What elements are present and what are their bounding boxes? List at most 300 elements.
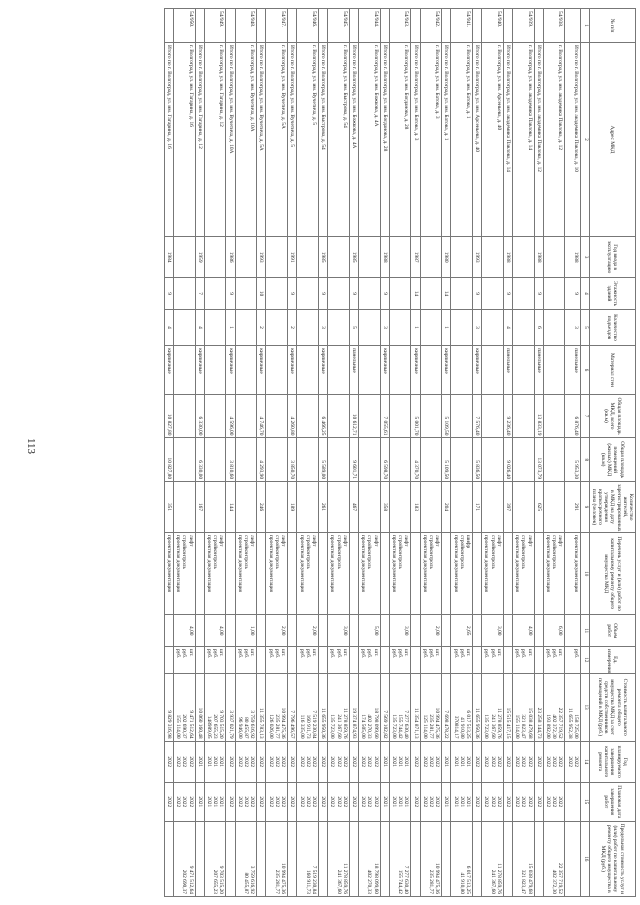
date-plan-cell-line: 2021 [218,796,225,808]
works-cell [204,533,226,615]
year-plan-cell-line: 2021 [452,756,459,768]
cost-cell-line: 11 355 783,13 [258,707,265,739]
address-cell: Итого по г. Волгоград, ул. им. Вучетича, д. 5 [288,42,297,236]
entrances-cell: 4 [195,309,204,345]
date-plan-cell [380,782,389,821]
cost-cell [451,673,473,741]
area-living-cell: 9 601,71 [349,438,358,482]
volume-cell: 1,00 [235,615,257,647]
cost-cell-line: 155 114,00 [514,714,521,739]
limit-cell-line: 15 038 479,68 [526,863,533,894]
limit-cell-line: 155 744,42 [397,869,404,894]
column-header: Ед. измерения [589,647,635,674]
column-header: Количество подъездов [589,309,635,345]
unit-cell-line: руб. [427,649,434,659]
residents-cell: 246 [257,482,266,533]
unit-cell-line: руб. [181,649,188,659]
cost-cell-line: 10 994 475,36 [280,707,287,739]
cost-cell-line: 7 698 478,22 [443,710,450,739]
table-row [565,9,580,897]
year-plan-cell-line: 2022 [249,756,256,768]
unit-cell [451,647,473,674]
entrances-cell [328,309,350,345]
table-row [451,9,473,897]
year-plan-cell-line: 2021 [464,756,471,768]
cost-cell [266,673,288,741]
material-cell: кирпичные [411,346,420,395]
date-plan-cell [349,782,358,821]
volume-cell: 4,00 [204,615,226,647]
date-plan-cell [204,782,226,821]
date-plan-cell-line: 2022 [273,796,280,808]
cost-cell [318,673,327,741]
row-number [534,9,543,43]
row-number [349,9,358,43]
cost-cell [235,673,257,741]
year-plan-cell-line: 2022 [572,756,579,768]
volume-cell [380,615,389,647]
date-plan-cell [266,782,288,821]
table-body [164,9,580,897]
residents-cell: 183 [411,482,420,533]
entrances-cell [389,309,411,345]
area-total-cell [543,394,565,438]
year-cell: 1959 [195,237,204,278]
area-total-cell: 13 833,19 [534,394,543,438]
column-header: Год ввода в эксплуатацию [589,237,635,278]
cost-cell [503,673,512,741]
cost-cell-line: 11 655 950,36 [320,707,327,739]
table-row [420,9,442,897]
entrances-cell: 1 [411,309,420,345]
limit-cell [235,821,257,896]
table-row [328,9,350,897]
address-cell: Итого по г. Волгоград, ул. им. Вучетича, д. 5А [257,42,266,236]
unit-cell-line: руб. [390,649,397,659]
year-plan-cell-line: 2022 [341,756,348,768]
limit-cell [266,821,288,896]
floors-cell: 9 [565,278,580,310]
unit-cell-line: руб. [360,649,367,659]
works-cell-line: стройконтроль [489,535,496,569]
date-plan-cell-line: 2022 [412,796,419,808]
entrances-cell: 4 [164,309,173,345]
cost-cell-line: 7 796 496,57 [289,710,296,739]
limit-cell-line: 9 471 512,64 [187,865,194,894]
entrances-cell: 4 [503,309,512,345]
works-cell-line: стройконтроль [520,535,527,569]
floors-cell: 9 [534,278,543,310]
limit-cell-line: 22 357 719,52 [557,863,564,894]
year-plan-cell-line: 2022 [227,756,234,768]
area-total-cell [174,394,196,438]
material-cell [482,346,504,395]
area-total-cell: 6 876,40 [565,394,580,438]
cost-cell [472,673,481,741]
volume-cell: 2,65 [451,615,473,647]
area-living-cell: 5 953,30 [565,438,580,482]
works-cell [565,533,580,615]
works-cell [195,533,204,615]
year-cell: 1985 [318,237,327,278]
cost-cell-line: 235 281,77 [427,714,434,739]
year-plan-cell-line: 2021 [212,756,219,768]
year-plan-cell-line: 2022 [489,756,496,768]
date-plan-cell-line: 2022 [187,796,194,808]
unit-cell-line: руб. [489,649,496,659]
area-living-cell: 5 109,50 [442,438,451,482]
unit-cell-line: руб. [366,649,373,659]
limit-cell [534,821,543,896]
cost-cell-line: 80 455,87 [243,717,250,739]
year-plan-cell [174,741,196,782]
year-plan-cell-line: 2022 [495,756,502,768]
residents-cell: 171 [472,482,481,533]
floors-cell [174,278,196,310]
unit-cell [442,647,451,674]
works-cell-line: лифт [434,535,441,547]
year-plan-cell [195,741,204,782]
volume-cell: 2,00 [420,615,442,647]
date-plan-cell-line: 2022 [267,796,274,808]
works-cell-line: лифт [218,535,225,547]
year-plan-cell-line: 2022 [175,756,182,768]
limit-cell-line: 11 278 859,76 [495,863,502,894]
works-cell [174,533,196,615]
area-total-cell [204,394,226,438]
cost-cell [482,673,504,741]
cost-cell-line: 155 114,00 [175,714,182,739]
year-plan-cell-line: 2022 [236,756,243,768]
material-cell: кирпичные [195,346,204,395]
date-plan-cell-line: 2021 [397,796,404,808]
area-total-cell [513,394,535,438]
column-number: 14 [580,741,589,782]
column-header: Адрес МКД [589,42,635,236]
works-cell-line: проектная документация [360,535,367,593]
row-number [257,9,266,43]
row-number [226,9,235,43]
works-cell [503,533,512,615]
date-plan-cell-line: 2022 [489,796,496,808]
area-living-cell: 6 330,00 [195,438,204,482]
limit-cell [358,821,380,896]
table-row [288,9,297,897]
area-total-cell: 10 612,71 [349,394,358,438]
area-living-cell: 6 598,70 [380,438,389,482]
column-header: № п/п [589,9,635,43]
works-cell-line: лифт [341,535,348,547]
area-total-cell [420,394,442,438]
year-plan-cell [503,741,512,782]
year-cell [482,237,504,278]
row-number: 54/947. [266,9,288,43]
residents-cell: 204 [442,482,451,533]
date-plan-cell-line: 2022 [483,796,490,808]
row-number [472,9,481,43]
area-total-cell: 4 260,80 [288,394,297,438]
floors-cell: 9 [380,278,389,310]
unit-cell-line: шт. [280,649,287,657]
volume-cell [195,615,204,647]
limit-cell [472,821,481,896]
volume-cell [503,615,512,647]
floors-cell [451,278,473,310]
cost-cell-line: 22 357 719,52 [557,707,564,739]
limit-cell-line: 235 281,77 [427,869,434,894]
year-cell [174,237,196,278]
unit-cell [389,647,411,674]
material-cell: кирпичные [380,346,389,395]
works-cell [297,533,319,615]
cost-cell-line: 148989,05 [206,715,213,739]
date-plan-cell-line: 2022 [298,796,305,808]
date-plan-cell [503,782,512,821]
unit-cell [297,647,319,674]
year-plan-cell [472,741,481,782]
year-plan-cell-line: 2022 [243,756,250,768]
cost-cell-line: 370814,17 [452,715,459,739]
floors-cell: 9 [164,278,173,310]
year-plan-cell [482,741,504,782]
column-header: Стоимость капитального ремонта общего имущества МКД за счет средств собственников помещений в МКД (руб.) [589,673,635,741]
area-total-cell: 7 055,61 [380,394,389,438]
table-row [164,9,173,897]
limit-cell [318,821,327,896]
entrances-cell [204,309,226,345]
limit-cell-line: 3 759 616,92 [249,865,256,894]
works-cell-line: стройконтроль [366,535,373,569]
works-cell [235,533,257,615]
unit-cell-line: шт. [495,649,502,657]
date-plan-cell-line: 2022 [551,796,558,808]
year-plan-cell-line: 2021 [218,756,225,768]
unit-cell-line: руб. [397,649,404,659]
year-cell: 1993 [472,237,481,278]
date-plan-cell-line: 2022 [360,796,367,808]
year-plan-cell-line: 2022 [526,756,533,768]
row-number: 54/945. [328,9,350,43]
year-cell [297,237,319,278]
unit-cell [565,647,580,674]
works-cell [513,533,535,615]
entrances-cell [543,309,565,345]
row-number: 54/941. [451,9,473,43]
cost-cell-line: 15 038 479,68 [526,707,533,739]
entrances-cell [513,309,535,345]
date-plan-cell-line: 2021 [443,796,450,808]
works-cell [380,533,389,615]
unit-cell [174,647,196,674]
date-plan-cell [451,782,473,821]
residents-cell [266,482,288,533]
area-living-cell [389,438,411,482]
material-cell [297,346,319,395]
cost-cell-line: 41 910,80 [458,717,465,739]
unit-cell [318,647,327,674]
cost-cell [297,673,319,741]
year-plan-cell [411,741,420,782]
date-plan-cell-line: 2022 [181,796,188,808]
date-plan-cell [358,782,380,821]
column-number: 13 [580,673,589,741]
floors-cell [543,278,565,310]
year-plan-cell-line: 2022 [372,756,379,768]
floors-cell: 9 [318,278,327,310]
area-living-cell [451,438,473,482]
cost-cell-line: 19 374 874,93 [350,707,357,739]
limit-cell [482,821,504,896]
date-plan-cell [164,782,173,821]
volume-cell [257,615,266,647]
area-living-cell [235,438,257,482]
cost-cell-line: 6 017 513,25 [464,710,471,739]
area-total-cell: 4 596,00 [226,394,235,438]
material-cell [266,346,288,395]
works-cell-line: проектная документация [298,535,305,593]
works-cell-line: стройконтроль [335,535,342,569]
year-cell [328,237,350,278]
works-cell-line: стройконтроль [243,535,250,569]
entrances-cell: 3 [380,309,389,345]
column-number: 2 [580,42,589,236]
year-plan-cell-line: 2022 [329,756,336,768]
entrances-cell: 6 [534,309,543,345]
residents-cell: 351 [164,482,173,533]
table-row [482,9,504,897]
row-number: 54/938. [543,9,565,43]
material-cell [204,346,226,395]
cost-cell [257,673,266,741]
date-plan-cell-line: 2022 [535,796,542,808]
column-header: Объем работ [589,615,635,647]
floors-cell: 14 [442,278,451,310]
floors-cell [235,278,257,310]
year-plan-cell-line: 2021 [458,756,465,768]
row-number [288,9,297,43]
table-row [195,9,204,897]
area-living-cell [543,438,565,482]
area-total-cell [482,394,504,438]
material-cell [235,346,257,395]
floors-cell [328,278,350,310]
year-cell [266,237,288,278]
date-plan-cell [534,782,543,821]
cost-cell-line: 18 798 099,60 [372,707,379,739]
cost-cell-line: 11 278 859,76 [341,707,348,739]
column-header: Предельная стоимость услуг и (или) работ по капитальному ремонту общего имущества в МКД (руб.) [589,821,635,896]
year-plan-cell [565,741,580,782]
address-cell: г. Волгоград, ул. им. Вучетича, д. 10А [235,42,257,236]
entrances-cell [358,309,380,345]
year-cell: 1988 [503,237,512,278]
cost-cell-line: 158 725,00 [572,714,579,739]
entrances-cell: 3 [565,309,580,345]
residents-cell [358,482,380,533]
address-cell: г. Волгоград, ул. им. академика Павлова, д. 14 [513,42,535,236]
volume-cell: 3,00 [389,615,411,647]
year-plan-cell-line: 2022 [474,756,481,768]
works-cell [358,533,380,615]
entrances-cell: 3 [318,309,327,345]
date-plan-cell-line: 2022 [310,796,317,808]
row-number [380,9,389,43]
works-cell [164,533,173,615]
unit-cell-line: шт. [372,649,379,657]
works-cell-line: лифт [557,535,564,547]
table-row [318,9,327,897]
entrances-cell [451,309,473,345]
year-plan-cell-line: 2022 [350,756,357,768]
year-plan-cell-line: 2021 [381,756,388,768]
column-number: 7 [580,394,589,438]
cost-cell [420,673,442,741]
limit-cell [420,821,442,896]
table-row [297,9,319,897]
cost-cell-line: 174 505,00 [360,714,367,739]
unit-cell-line: шт. [310,649,317,657]
unit-cell-line: руб. [483,649,490,659]
table-row [226,9,235,897]
address-cell: Итого по г. Волгоград, ул. им. Богданова, д. 28 [380,42,389,236]
residents-cell: 291 [565,482,580,533]
entrances-cell [174,309,196,345]
year-cell: 1991 [288,237,297,278]
material-cell: панельные [565,346,580,395]
date-plan-cell-line: 2022 [280,796,287,808]
row-number [565,9,580,43]
date-plan-cell-line: 2022 [545,796,552,808]
volume-cell: 3,00 [328,615,350,647]
residents-cell [174,482,196,533]
material-cell [420,346,442,395]
year-cell: 1993 [257,237,266,278]
address-cell: Итого по г. Волгоград, ул. им. Батова, д. 1 [442,42,451,236]
date-plan-cell [472,782,481,821]
limit-cell-line: 6 017 513,25 [464,865,471,894]
column-header: Материал стен [589,346,635,395]
area-total-cell [328,394,350,438]
address-cell: Итого по г. Волгоград, ул. им. академика Павлова, д. 12 [534,42,543,236]
limit-cell-line: 10 994 475,36 [434,863,441,894]
works-cell-line: проектная документация [329,535,336,593]
cost-cell-line: 3 759 616,92 [249,710,256,739]
date-plan-cell-line: 2022 [520,796,527,808]
year-plan-cell-line: 2022 [258,756,265,768]
works-cell-line: стройконтроль [458,535,465,569]
date-plan-cell [235,782,257,821]
table-header-row [589,9,635,897]
date-plan-cell-line: 2021 [390,796,397,808]
limit-cell-line: 241 367,60 [489,869,496,894]
address-cell: г. Волгоград, ул. им. Гагарина, д. 16 [174,42,196,236]
capital-repair-table [164,8,636,897]
year-cell: 1988 [380,237,389,278]
limit-cell-line: 241 367,60 [335,869,342,894]
works-cell-line: проектная документация [166,535,173,593]
entrances-cell: 5 [349,309,358,345]
area-living-cell [358,438,380,482]
year-plan-cell [235,741,257,782]
column-number: 6 [580,346,589,395]
area-total-cell: 7 576,40 [472,394,481,438]
date-plan-cell-line: 2021 [458,796,465,808]
area-living-cell [297,438,319,482]
works-cell-line: проектная документация [390,535,397,593]
works-cell [389,533,411,615]
cost-cell-line: 402 270,33 [366,714,373,739]
cost-cell-line: 9 829 316,98 [166,710,173,739]
